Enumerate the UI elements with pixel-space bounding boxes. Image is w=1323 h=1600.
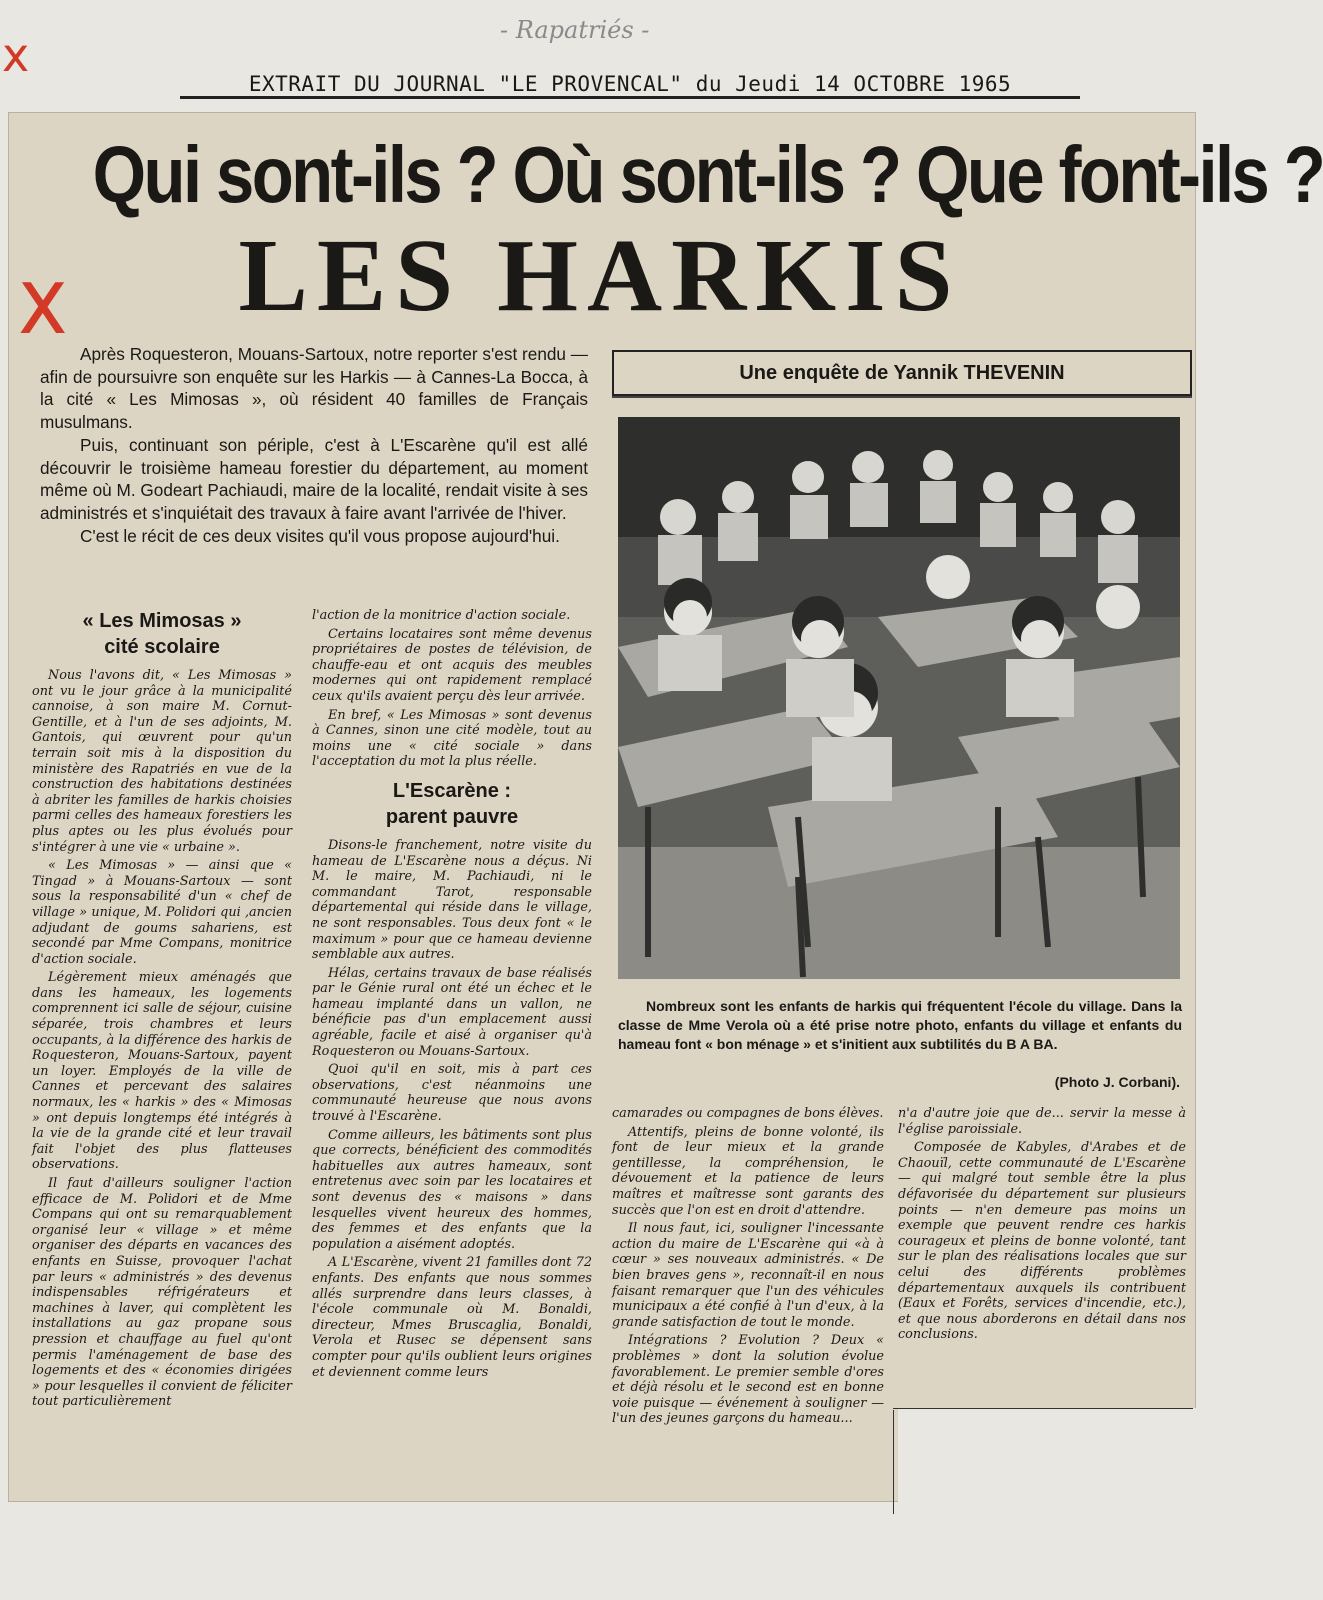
intro-paragraph: Après Roquesteron, Mouans-Sartoux, notre reporter s'est rendu — afin de poursuivre son enquête sur les Harkis — à Cannes-La Bocca, à la cité « Les Mimosas », où résident 40 familles de Français musulmans. xyxy=(40,344,588,433)
article-paragraph: « Les Mimosas » — ainsi que « Tingad » à Mouans-Sartoux — sont sous la responsabilité d'un « chef de village » unique, M. Polidori qui ,ancien adjudant de goums sahariens, est secondé par Mme Compans, monitrice d'action sociale. xyxy=(32,858,292,967)
red-x-mark-margin: x xyxy=(18,247,68,355)
photo-caption: Nombreux sont les enfants de harkis qui fréquentent l'école du village. Dans la classe de Mme Verola où a été prise notre photo, enfants du village et enfants du hameau font « bon ménage » et s'initient aux subtilités du B A BA. xyxy=(618,998,1182,1052)
article-column-1 xyxy=(32,608,292,1488)
article-paragraph: Certains locataires sont même devenus propriétaires de postes de télévision, de chauffe-eau et ont acquis des meubles modernes qui ont rapidement remplacé ceux qu'ils avaient perçu dès leur arrivée. xyxy=(312,626,592,704)
headline-question: Qui sont-ils ? Où sont-ils ? Que font-ils ? xyxy=(92,130,1323,219)
article-paragraph: Attentifs, pleins de bonne volonté, ils font de leur mieux et la grande gentillesse, la compréhension, le dévouement et la patience de leurs maîtres et maîtresse sont garants des succès que l'on est en droit d'attendre. xyxy=(612,1124,884,1218)
article-paragraph: Intégrations ? Evolution ? Deux « problèmes » dont la solution évolue favorablement. Le premier semble d'ores et déjà résolu et le second est en bonne voie puisque — événement à souligner — l'un des jeunes garçons du hameau... xyxy=(612,1333,884,1427)
article-paragraph: Nous l'avons dit, « Les Mimosas » ont vu le jour grâce à la municipalité cannoise, à son maire M. Cornut-Gentille, et à l'un de ses adjoints, M. Gantois, qui œuvrent pour qu'un terrain soit mis à la disposition du ministère des Rapatriés en vue de la construction des habitations destinées à abriter les familles de harkis choisies parmi celles des hameaux forestiers les plus aptes ou les plus évolués pour s'intégrer à une vie « urbaine ». xyxy=(32,668,292,855)
classroom-photo xyxy=(618,417,1180,979)
article-paragraph: Composée de Kabyles, d'Arabes et de Chaouïl, cette communauté de L'Escarène — qui malgré tout semble être la plus défavorisée du département sur plusieurs points — n'en demeure pas moins un exemple que peuvent rendre ces harkis courageux et pleins de bonne volonté, tant sur le plan des réalisations locales que sur celui des différents problèmes départementaux auxquels ils contribuent (Eaux et Forêts, services d'incendie, etc.), et que nous aborderons en détail dans nos conclusions. xyxy=(898,1140,1186,1343)
red-x-mark-top: x xyxy=(2,28,30,82)
article-paragraph: A L'Escarène, vivent 21 familles dont 72 enfants. Des enfants que nous sommes allés surprendre dans leurs classes, à l'école communale où M. Bonaldi, directeur, Mmes Bruscaglia, Bonaldi, Verola et Rusec se dépensent sans compter pour qu'ils oublient leurs origines et deviennent comme leurs xyxy=(312,1255,592,1380)
article-paragraph: Il nous faut, ici, souligner l'incessante action du maire de L'Escarène qui «à à cœur » ses nouveaux administrés. « De bien braves gens », reconnaît-il en nous faisant remarquer que l'un des véhicules municipaux a été confié à l'un d'eux, à la grande satisfaction de tout le monde. xyxy=(612,1221,884,1330)
article-paragraph: l'action de la monitrice d'action sociale. xyxy=(312,608,571,623)
article-paragraph: camarades ou compagnes de bons élèves. xyxy=(612,1106,884,1121)
intro-paragraph: Puis, continuant son périple, c'est à L'Escarène qu'il est allé découvrir le troisième hameau forestier du département, au moment même où M. Godeart Pachiaudi, maire de la localité, rendait visite à ses administrés et s'inquiétait des travaux à faire avant l'arrivée de l'hiver. xyxy=(40,434,588,523)
source-line xyxy=(180,60,1080,99)
article-paragraph: Légèrement mieux aménagés que dans les hameaux, les logements comprennent ici salle de séjour, cuisine séparée, trois chambres et leurs occupants, à la différence des harkis de Roquesteron, Mouans-Sartoux, payent un loyer. Employés de la ville de Cannes et percevant des salaires normaux, les « harkis » des « Mimosas » ont depuis longtemps été intégrés à la vie de la grande cité et leur travail fait l'objet des plus flatteuses observations. xyxy=(32,970,292,1173)
headline-title: LES HARKIS xyxy=(238,218,962,333)
source-line-text: EXTRAIT DU JOURNAL "LE PROVENCAL" du Jeudi 14 OCTOBRE 1965 xyxy=(248,72,1012,96)
intro-paragraph: C'est le récit de ces deux visites qu'il vous propose aujourd'hui. xyxy=(80,525,560,546)
photo-credit: (Photo J. Corbani). xyxy=(1054,1074,1180,1090)
section-heading-line: « Les Mimosas » xyxy=(82,610,242,632)
byline-box xyxy=(612,350,1192,396)
intro-text xyxy=(40,343,588,593)
classroom-photo-illustration xyxy=(618,417,1180,979)
article-column-4 xyxy=(898,1106,1186,1406)
article-column-3 xyxy=(612,1106,884,1490)
article-paragraph: En bref, « Les Mimosas » sont devenus à Cannes, sinon une cité modèle, tout au moins une « cité sociale » dans l'acceptation du mot la plus réelle. xyxy=(312,707,592,770)
article-paragraph: Quoi qu'il en soit, mis à part ces observations, c'est néanmoins une communauté heureuse que nous avons trouvé à l'Escarène. xyxy=(312,1062,592,1125)
section-heading-line: cité scolaire xyxy=(104,636,220,658)
article-paragraph: n'a d'autre joie que de... servir la messe à l'église paroissiale. xyxy=(898,1106,1186,1137)
article-paragraph: Disons-le franchement, notre visite du hameau de L'Escarène nous a déçus. Ni M. le maire, M. Pachiaudi, ni le commandant Tarot, responsable départemental qui réside dans le village, ne sont responsables. Tous deux font « le maximum » pour que ce hameau devienne semblable aux autres. xyxy=(312,837,592,963)
article-paragraph: Comme ailleurs, les bâtiments sont plus que corrects, bénéficient des commodités habituelles aux autres hameaux, sont entretenus avec soin par les locataires et sont devenus des « maisons » dans lesquelles vivent heureux des hommes, des femmes et des enfants que la population a aisément adoptés. xyxy=(312,1127,592,1252)
section-heading-line: parent pauvre xyxy=(385,805,519,828)
handwritten-note: - Rapatriés - xyxy=(500,16,650,44)
article-paragraph: Hélas, certains travaux de base réalisés par le Génie rural ont été un échec et le hameau implanté dans un vallon, ne bénéficie pas d'un emplacement aussi agréable, facile et aisé à organiser qu'à Roquesteron ou Mouans-Sartoux. xyxy=(312,965,592,1059)
section-heading-line: L'Escarène : xyxy=(392,779,512,802)
clipping-notch xyxy=(898,1408,1200,1518)
article-paragraph: Il faut d'ailleurs souligner l'action efficace de M. Polidori et de Mme Compans qui ont su remarquablement organisé leur « village » et même organiser des départs en vacances des enfants en Suisse, provoquer l'achat par leurs « administrés » des devenus indispensables réfrigérateurs et machines à laver, qui complètent les installations au gaz propane sous pression et chauffage au fuel qu'ont permis l'aménagement de base des logements et des « économies dirigées » pour lesquelles il convient de féliciter tout particulièrement xyxy=(32,1176,292,1410)
byline-text: Une enquête de Yannik THEVENIN xyxy=(739,361,1065,384)
article-column-2 xyxy=(312,608,592,1488)
section-heading-mimosas xyxy=(32,608,292,660)
column-divider xyxy=(893,1410,894,1514)
section-heading-escarene xyxy=(312,778,592,830)
clipping-edge-rule xyxy=(893,1408,1193,1409)
